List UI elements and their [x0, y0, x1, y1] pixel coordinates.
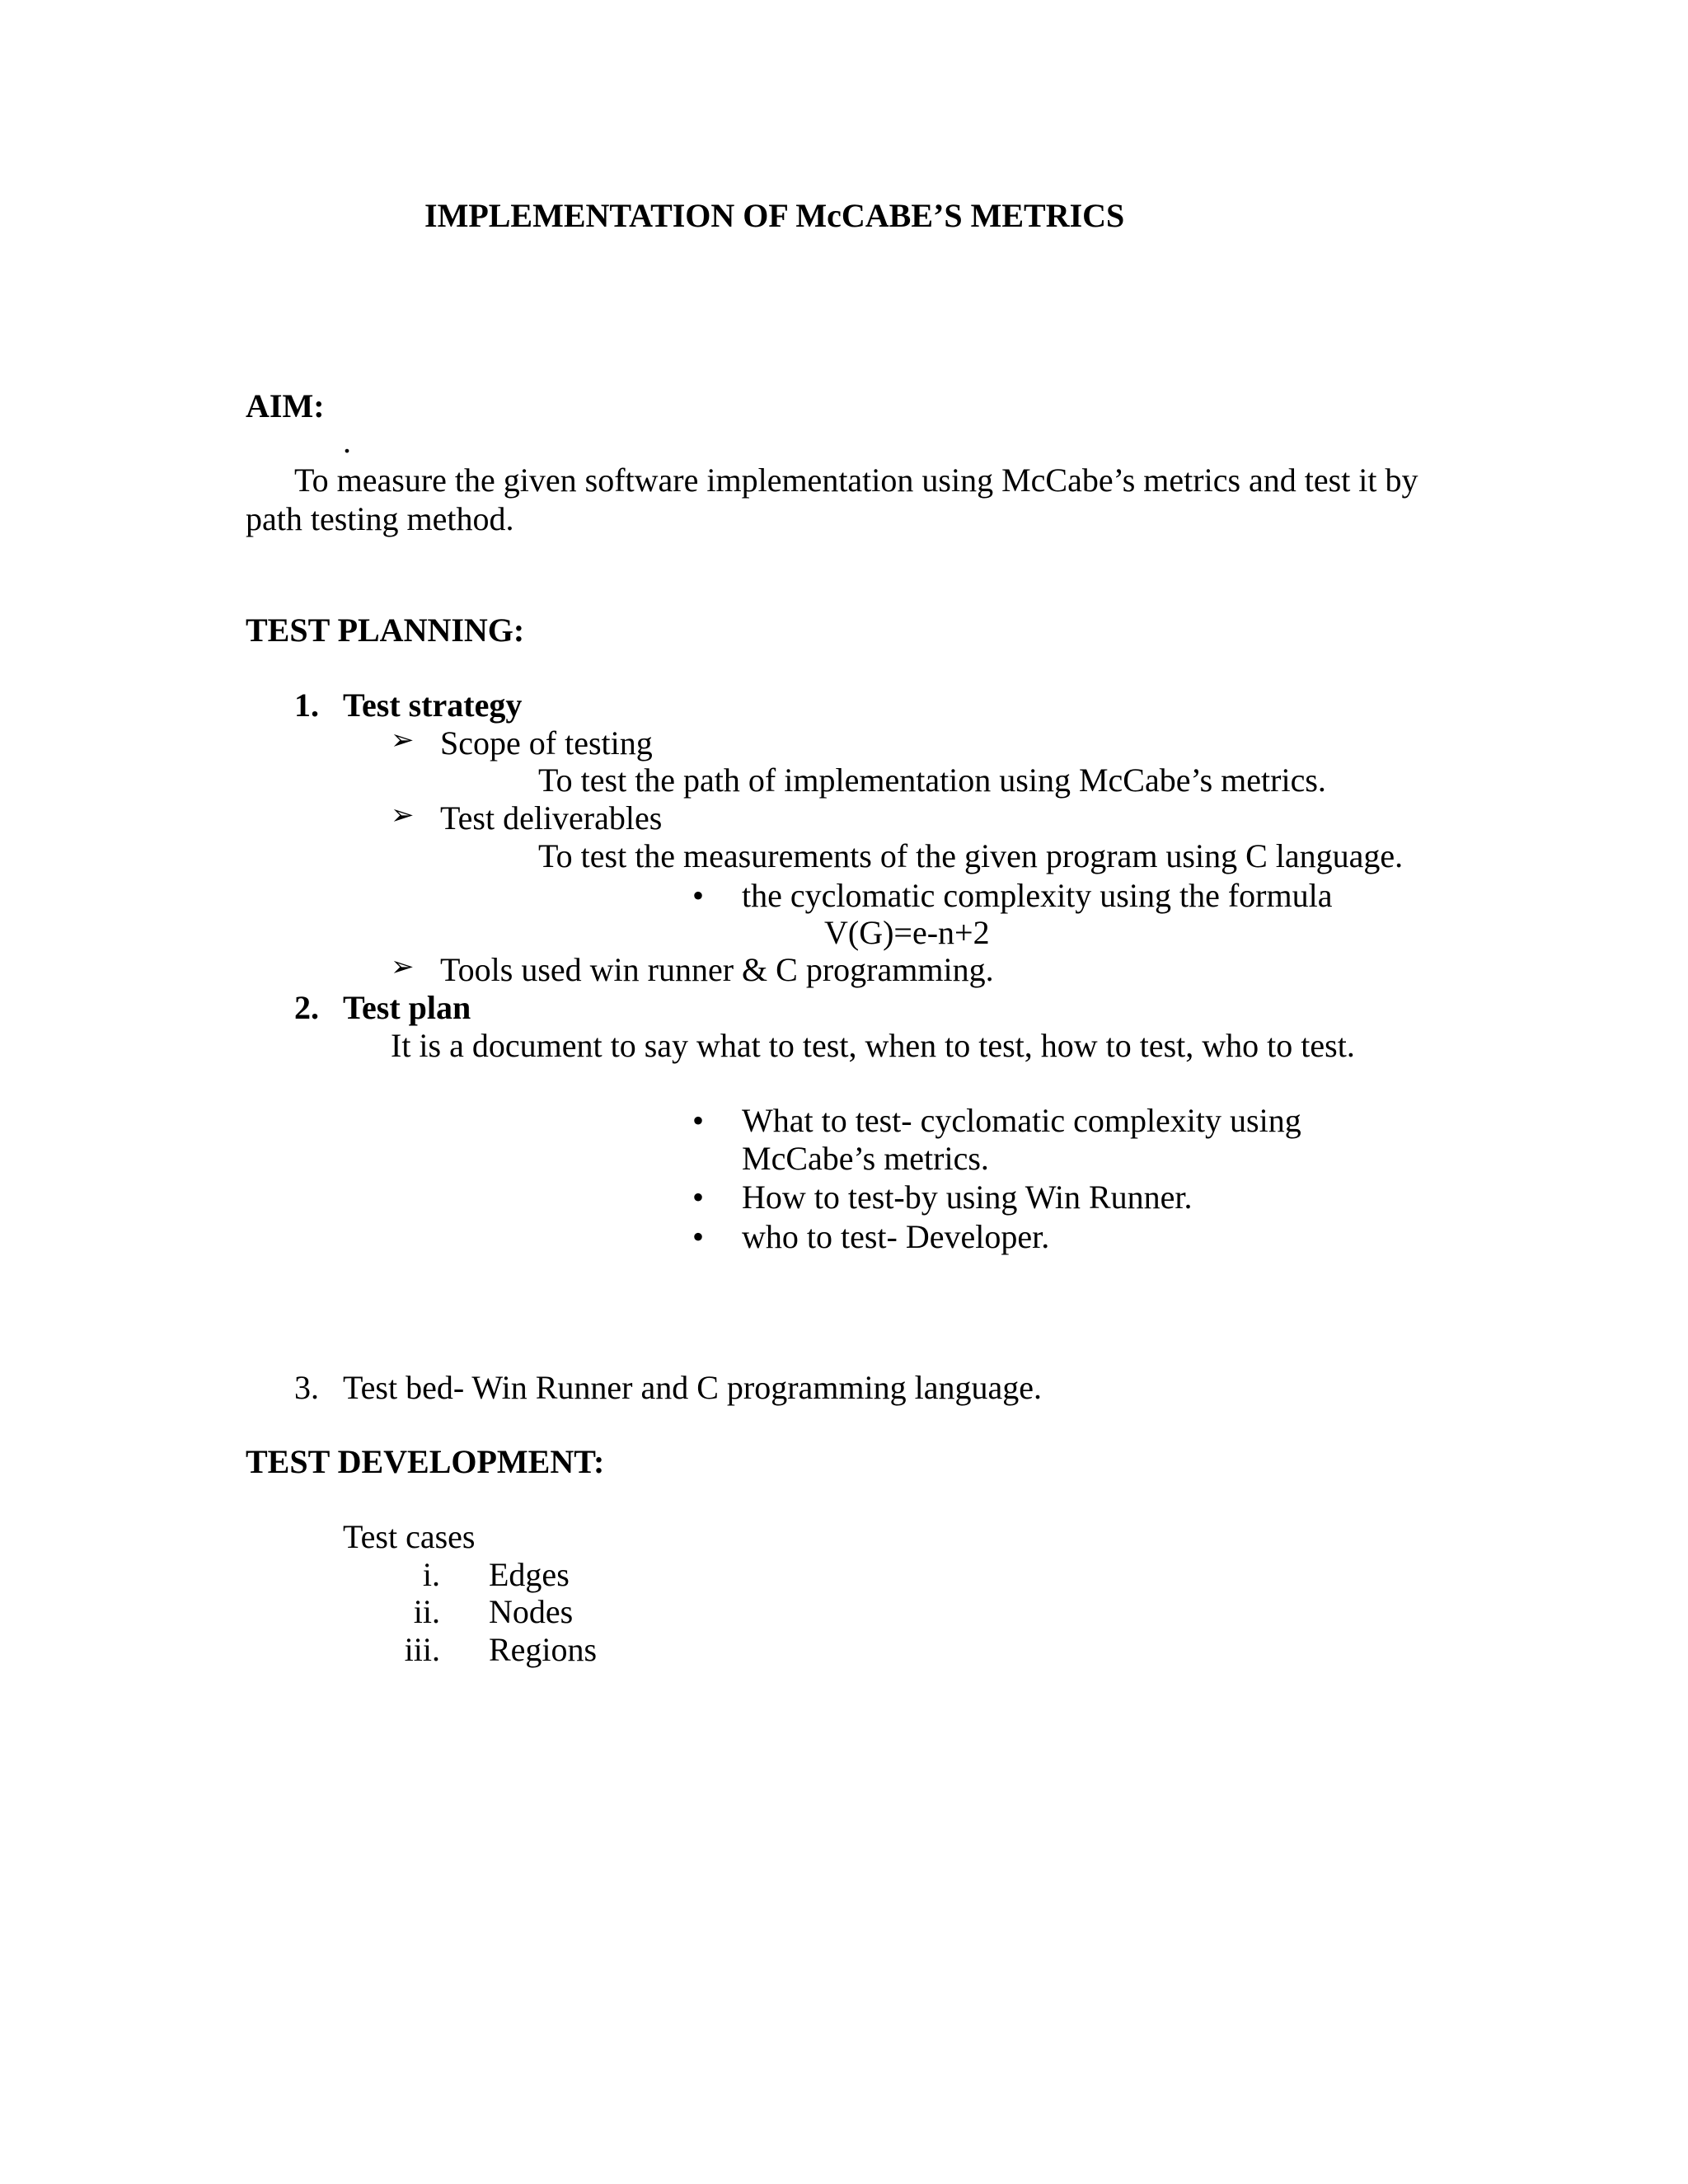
test-deliverables-text: To test the measurements of the given program using C language. [538, 837, 1404, 874]
item-1-label: Test strategy [343, 687, 523, 724]
round-bullet-icon: • [692, 1179, 705, 1216]
case-label-edges: Edges [489, 1556, 570, 1593]
case-numeral: ii. [413, 1593, 440, 1630]
scope-of-testing-text: To test the path of implementation using McCabe’s metrics. [538, 762, 1326, 799]
case-numeral: i. [422, 1556, 440, 1593]
round-bullet-icon: • [692, 877, 705, 914]
aim-text-line1: To measure the given software implementation using McCabe’s metrics and test it by [294, 462, 1418, 499]
aim-text-line2: path testing method. [246, 500, 514, 537]
arrow-bullet-icon: ➢ [391, 952, 415, 982]
tools-used-text: Tools used win runner & C programming. [440, 951, 994, 988]
round-bullet-icon: • [692, 1218, 705, 1255]
case-label-nodes: Nodes [489, 1593, 574, 1630]
cyclomatic-complexity-text: the cyclomatic complexity using the formula [742, 877, 1333, 914]
item-2-number: 2. [294, 989, 319, 1026]
item-3-number: 3. [294, 1369, 319, 1406]
item-3-text: Test bed- Win Runner and C programming language. [343, 1369, 1042, 1406]
aim-dot: . [343, 423, 351, 460]
cyclomatic-formula: V(G)=e-n+2 [824, 914, 990, 951]
item-1-number: 1. [294, 687, 319, 724]
test-development-heading: TEST DEVELOPMENT: [246, 1443, 605, 1480]
test-deliverables-label: Test deliverables [440, 799, 663, 837]
test-cases-heading: Test cases [343, 1518, 476, 1555]
case-numeral: iii. [404, 1631, 440, 1668]
arrow-bullet-icon: ➢ [391, 725, 415, 756]
arrow-bullet-icon: ➢ [391, 800, 415, 831]
test-plan-description: It is a document to say what to test, when to test, how to test, who to test. [391, 1027, 1355, 1064]
test-plan-bullet-how: How to test-by using Win Runner. [742, 1179, 1193, 1216]
round-bullet-icon: • [692, 1102, 705, 1139]
test-plan-bullet-what: What to test- cyclomatic complexity using [742, 1102, 1301, 1139]
aim-heading: AIM: [246, 387, 325, 424]
test-plan-bullet-who: who to test- Developer. [742, 1218, 1050, 1255]
item-2-label: Test plan [343, 989, 471, 1026]
test-plan-bullet-what-cont: McCabe’s metrics. [742, 1140, 989, 1177]
test-planning-heading: TEST PLANNING: [246, 612, 525, 649]
case-label-regions: Regions [489, 1631, 598, 1668]
scope-of-testing-label: Scope of testing [440, 724, 653, 762]
document-title: IMPLEMENTATION OF McCABE’S METRICS [424, 197, 1125, 234]
